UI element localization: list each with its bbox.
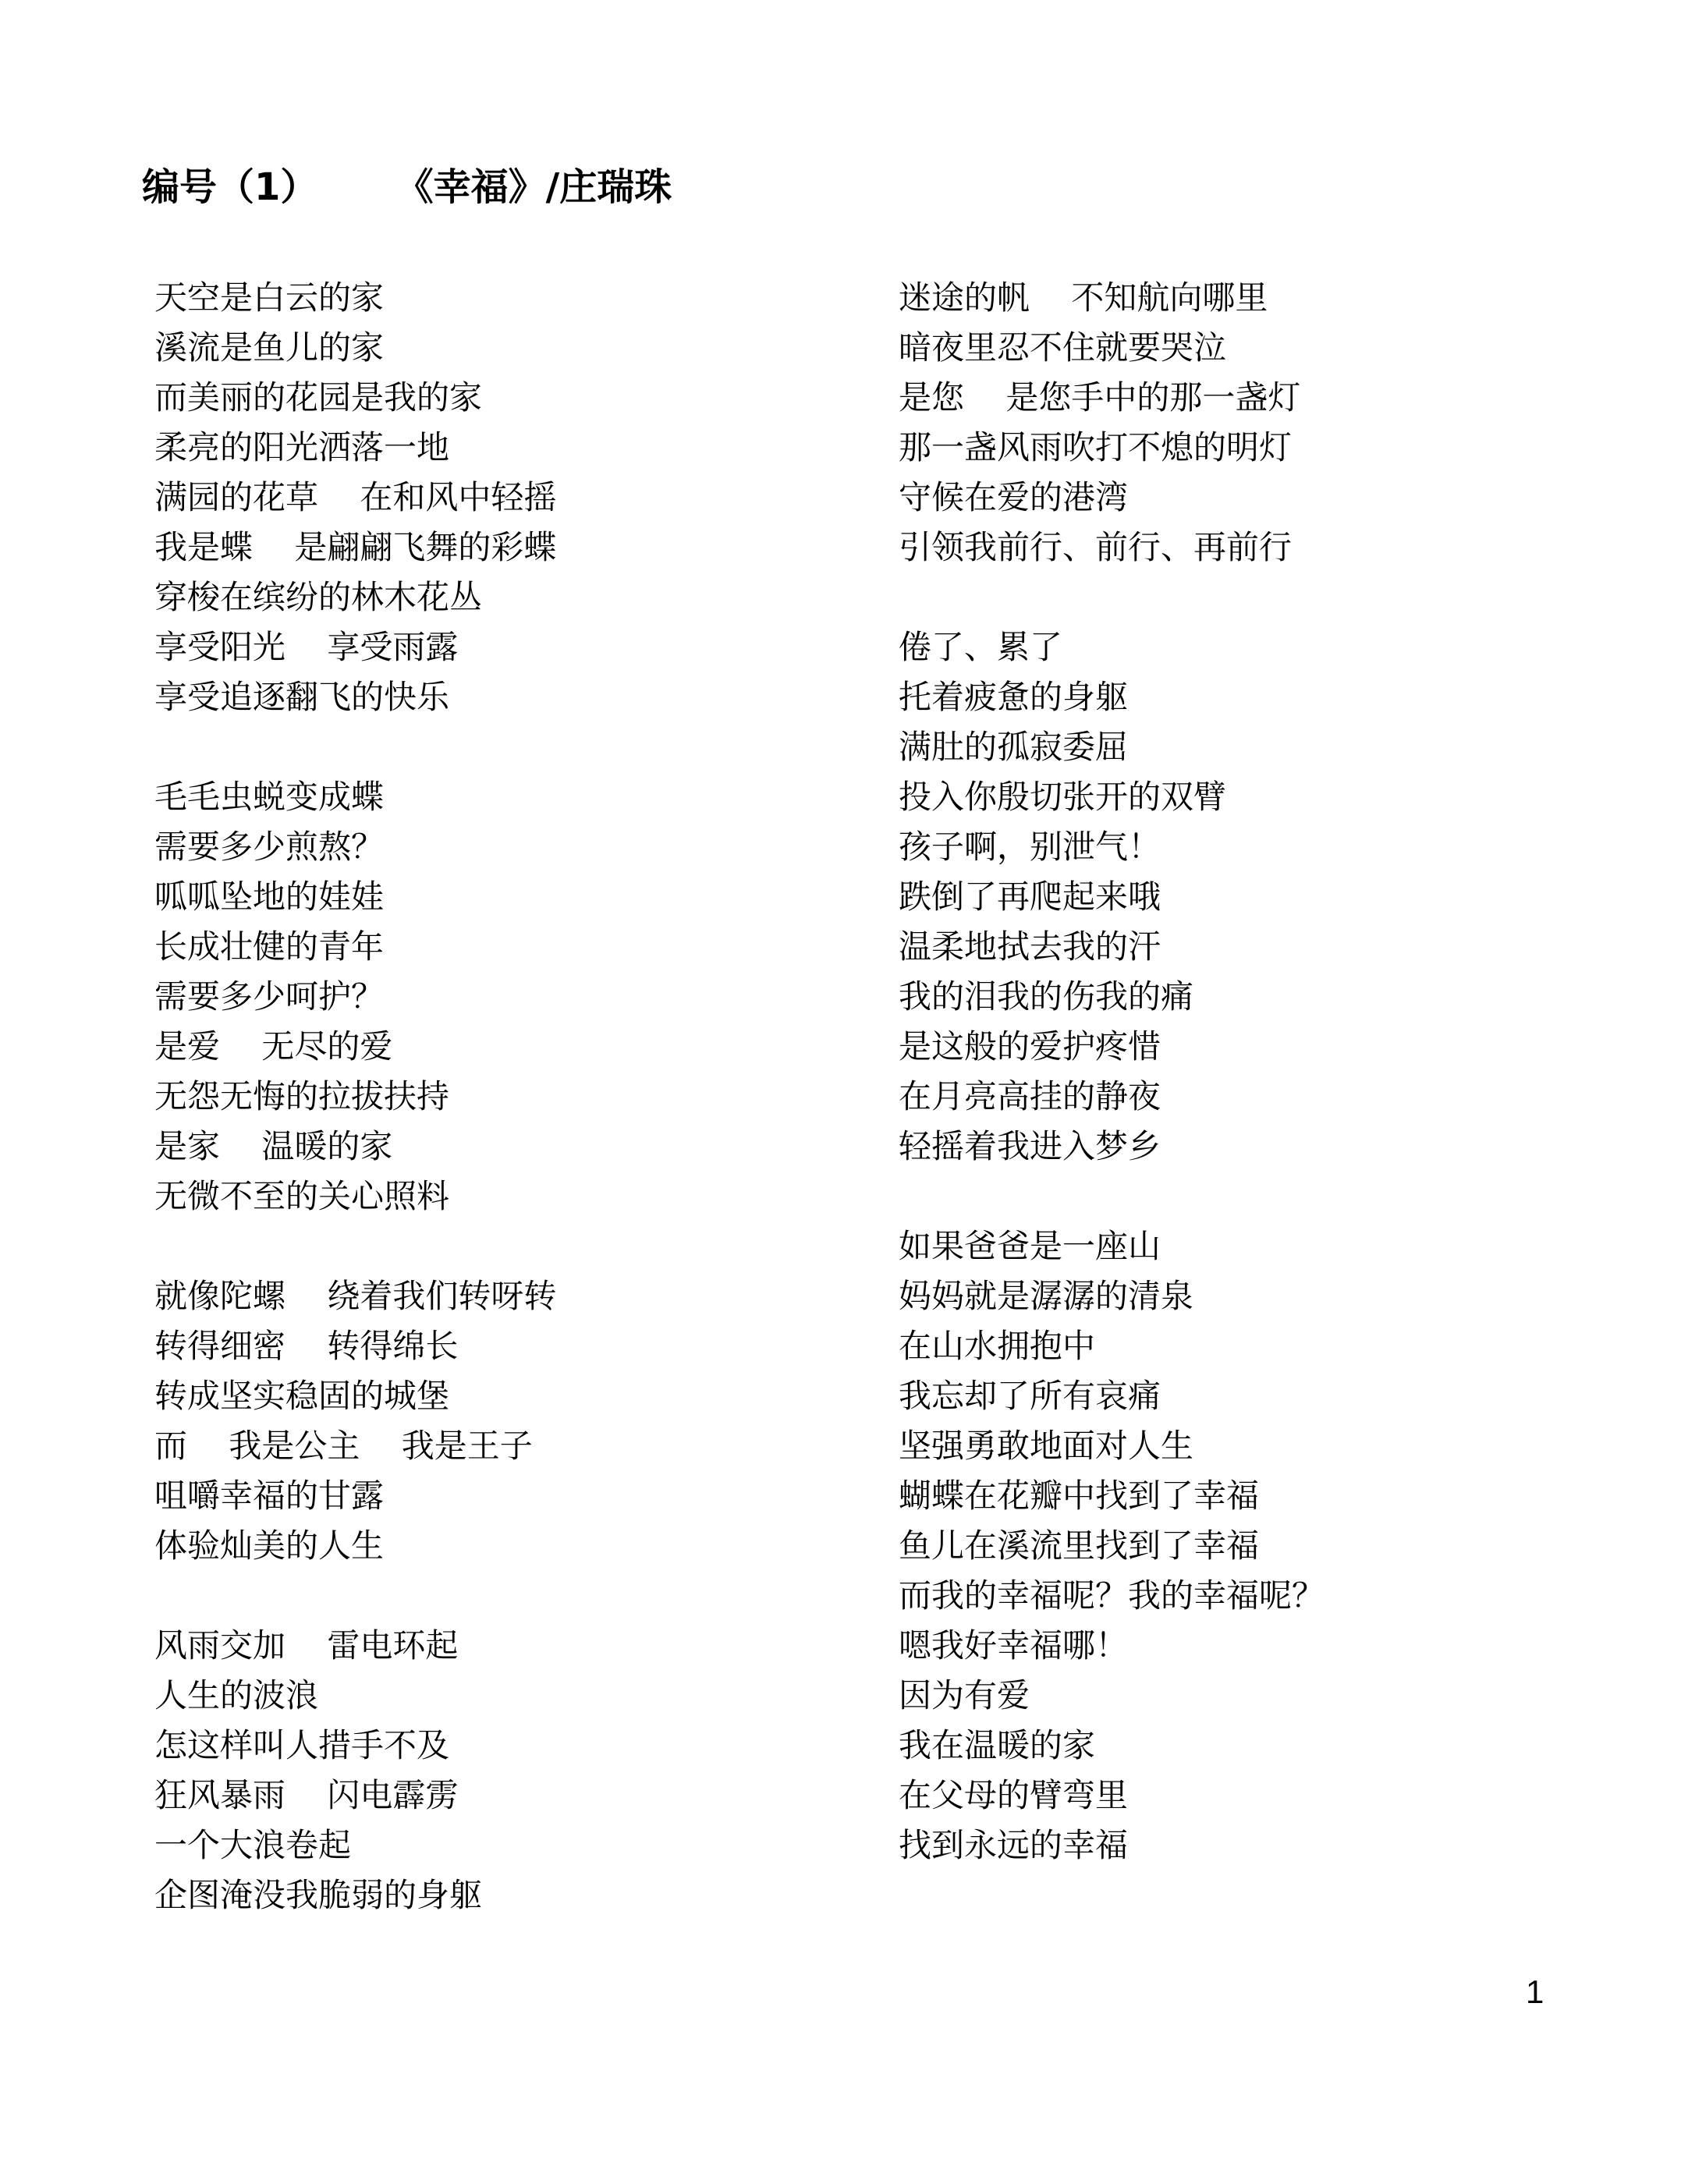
poem-line: 嗯我好幸福哪！ — [899, 1626, 1129, 1665]
poem-line: 坚强勇敢地面对人生 — [899, 1427, 1194, 1465]
poem-line: 轻摇着我进入梦乡 — [899, 1127, 1161, 1165]
poem-line — [899, 1172, 1569, 1221]
poem-line: 在父母的臂弯里 — [899, 1776, 1129, 1814]
page-title: 编号（1） 《幸福》/庄瑞珠 — [142, 165, 672, 209]
poem-line: 长成壮健的青年 — [154, 927, 385, 966]
poem-line: 满园的花草 在和风中轻摇 — [154, 478, 557, 516]
poem-right-column — [899, 273, 1569, 1870]
poem-line: 孩子啊，别泄气！ — [899, 828, 1161, 866]
poem-line: 托着疲惫的身躯 — [899, 678, 1129, 716]
poem-line: 需要多少煎熬？ — [154, 828, 385, 866]
poem-line: 咀嚼幸福的甘露 — [154, 1477, 385, 1515]
poem-line: 倦了、累了 — [899, 628, 1063, 666]
poem-line: 鱼儿在溪流里找到了幸福 — [899, 1526, 1260, 1565]
poem-line: 而美丽的花园是我的家 — [154, 378, 483, 417]
poem-line: 转得细密 转得绵长 — [154, 1327, 459, 1365]
poem-line: 需要多少呵护？ — [154, 977, 385, 1016]
poem-line: 暗夜里忍不住就要哭泣 — [899, 328, 1227, 367]
poem-line: 享受阳光 享受雨露 — [154, 628, 459, 666]
poem-line: 妈妈就是潺潺的清泉 — [899, 1277, 1194, 1315]
poem-line: 呱呱坠地的娃娃 — [154, 878, 385, 916]
poem-line: 柔亮的阳光洒落一地 — [154, 428, 450, 466]
poem-line: 蝴蝶在花瓣中找到了幸福 — [899, 1477, 1260, 1515]
poem-line: 怎这样叫人措手不及 — [154, 1726, 450, 1764]
poem-left-column — [154, 273, 825, 1920]
poem-line: 守候在爱的港湾 — [899, 478, 1129, 516]
poem-line: 满肚的孤寂委屈 — [899, 728, 1129, 766]
poem-line: 因为有爱 — [899, 1676, 1030, 1714]
poem-line: 是您 是您手中的那一盏灯 — [899, 378, 1301, 417]
poem-line: 是这般的爱护疼惜 — [899, 1027, 1161, 1065]
poem-line: 跌倒了再爬起来哦 — [899, 878, 1161, 916]
poem-line: 投入你殷切张开的双臂 — [899, 778, 1227, 816]
poem-line: 人生的波浪 — [154, 1676, 319, 1714]
poem-line: 而我的幸福呢？我的幸福呢？ — [899, 1576, 1325, 1615]
poem-line: 体验灿美的人生 — [154, 1526, 385, 1565]
poem-line: 如果爸爸是一座山 — [899, 1227, 1161, 1265]
poem-line — [154, 1221, 825, 1271]
poem-line: 我是蝶 是翩翩飞舞的彩蝶 — [154, 528, 557, 566]
poem-line: 风雨交加 雷电环起 — [154, 1626, 459, 1665]
poem-line: 无怨无悔的拉拔扶持 — [154, 1077, 450, 1115]
poem-line: 我忘却了所有哀痛 — [899, 1377, 1161, 1415]
poem-line: 一个大浪卷起 — [154, 1826, 352, 1864]
poem-line — [899, 573, 1569, 622]
poem-line — [154, 1571, 825, 1621]
poem-line: 迷途的帆 不知航向哪里 — [899, 278, 1268, 317]
page-number: 1 — [1526, 1973, 1544, 2010]
poem-line: 天空是白云的家 — [154, 278, 385, 317]
poem-line: 无微不至的关心照料 — [154, 1177, 450, 1215]
poem-line: 那一盏风雨吹打不熄的明灯 — [899, 428, 1293, 466]
poem-line — [154, 722, 825, 772]
poem-line: 我在温暖的家 — [899, 1726, 1096, 1764]
poem-line: 就像陀螺 绕着我们转呀转 — [154, 1277, 557, 1315]
poem-line: 穿梭在缤纷的林木花丛 — [154, 578, 483, 616]
poem-line: 享受追逐翻飞的快乐 — [154, 678, 450, 716]
poem-line: 我的泪我的伤我的痛 — [899, 977, 1194, 1016]
poem-line: 狂风暴雨 闪电霹雳 — [154, 1776, 459, 1814]
poem-line: 是家 温暖的家 — [154, 1127, 393, 1165]
poem-line: 溪流是鱼儿的家 — [154, 328, 385, 367]
poem-line: 而 我是公主 我是王子 — [154, 1427, 533, 1465]
poem-line: 是爱 无尽的爱 — [154, 1027, 393, 1065]
poem-line: 企图淹没我脆弱的身躯 — [154, 1876, 483, 1914]
poem-line: 在月亮高挂的静夜 — [899, 1077, 1161, 1115]
poem-line: 找到永远的幸福 — [899, 1826, 1129, 1864]
poem-line: 转成坚实稳固的城堡 — [154, 1377, 450, 1415]
poem-line: 在山水拥抱中 — [899, 1327, 1096, 1365]
poem-line: 引领我前行、前行、再前行 — [899, 528, 1293, 566]
poem-line: 毛毛虫蜕变成蝶 — [154, 778, 385, 816]
poem-line: 温柔地拭去我的汗 — [899, 927, 1161, 966]
